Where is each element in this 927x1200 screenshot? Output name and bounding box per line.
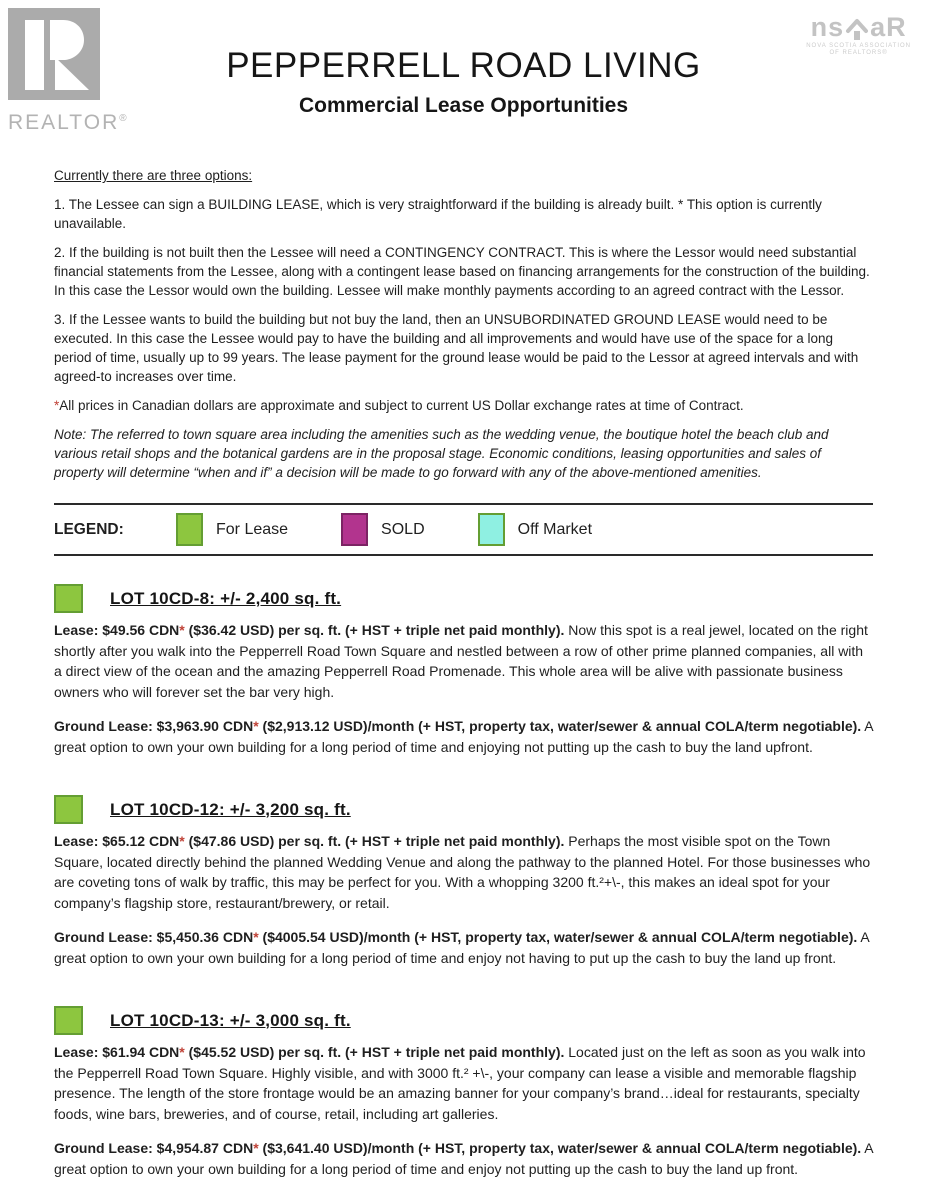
ground-lease-price-text: Ground Lease: $3,963.90 CDN bbox=[54, 718, 254, 734]
price-note-text: All prices in Canadian dollars are approximate and subject to current US Dollar exchange rates at time of Contract. bbox=[59, 398, 744, 413]
lease-price-bold bbox=[54, 833, 564, 849]
page-title: PEPPERRELL ROAD LIVING bbox=[226, 46, 701, 85]
nsar-wordmark bbox=[806, 14, 911, 41]
lease-price-text: Lease: $65.12 CDN bbox=[54, 833, 180, 849]
lease-price-bold bbox=[54, 622, 564, 638]
lease-terms-text: ($47.86 USD) per sq. ft. (+ HST + triple net paid monthly). bbox=[184, 833, 565, 849]
for-lease-swatch-icon bbox=[54, 584, 83, 613]
price-asterisk: * bbox=[253, 929, 259, 945]
realtor-r-icon bbox=[8, 8, 100, 105]
title-block bbox=[0, 0, 927, 118]
nsar-caption-line2: OF REALTORS® bbox=[829, 50, 888, 56]
lease-price-text: Lease: $49.56 CDN bbox=[54, 622, 180, 638]
ground-lease-terms-text: ($2,913.12 USD)/month (+ HST, property tax, water/sewer & annual COLA/term negotiable). bbox=[258, 718, 862, 734]
sold-swatch-icon bbox=[341, 513, 368, 546]
legend-item-label: For Lease bbox=[216, 520, 289, 538]
lease-paragraph bbox=[54, 1042, 873, 1124]
proposal-note-paragraph: Note: The referred to town square area including the amenities such as the wedding venue, the boutique hotel the beach club and various retail shops and the botanical gardens are in the proposal stage. Economic conditions, leasing opportunities and sales of property will determine “when and if” a decision will be made to go forward with any of the above-mentioned amenities. bbox=[54, 427, 829, 480]
price-asterisk: * bbox=[179, 1044, 185, 1060]
lot-header bbox=[54, 1006, 873, 1035]
legend-item-sold bbox=[341, 513, 425, 546]
lot-title: LOT 10CD-8: +/- 2,400 sq. ft. bbox=[110, 588, 342, 608]
ground-lease-paragraph bbox=[54, 716, 873, 757]
lease-paragraph bbox=[54, 620, 873, 702]
lease-terms-text: ($36.42 USD) per sq. ft. (+ HST + triple net paid monthly). bbox=[184, 622, 565, 638]
nsar-caption bbox=[806, 43, 911, 57]
ground-lease-price-bold bbox=[54, 718, 861, 734]
lease-price-text: Lease: $61.94 CDN bbox=[54, 1044, 180, 1060]
price-note-asterisk: * bbox=[54, 398, 60, 413]
ground-lease-paragraph bbox=[54, 927, 873, 968]
price-note-paragraph bbox=[54, 396, 873, 415]
price-asterisk: * bbox=[253, 1140, 259, 1156]
price-asterisk: * bbox=[253, 718, 259, 734]
lease-description: Located just on the left as soon as you walk into the Pepperrell Road Town Square. Highly visible, and with 3000 ft.² +\-, your company can lease a visible and memorable flagship presence. The length of the store frontage would be an amazing banner for your company’s brand…ideal for restaurants, specialty foods, wine bars, breweries, and of course, retail, including art galleries. bbox=[54, 1044, 866, 1122]
legend-item-label: SOLD bbox=[381, 520, 425, 538]
ground-lease-price-bold bbox=[54, 929, 857, 945]
lot-section-10cd-8 bbox=[54, 584, 873, 757]
ground-lease-price-bold bbox=[54, 1140, 861, 1156]
price-asterisk: * bbox=[179, 833, 185, 849]
nsar-text-left: ns bbox=[810, 12, 845, 42]
legend-label: LEGEND: bbox=[54, 520, 124, 538]
lease-description: Perhaps the most visible spot on the Town Square, located directly behind the planned Wedding Venue and along the pathway to the planned Hotel. For those businesses who are coveting tons of walk by traffic, this may be perfect for you. With a whopping 3200 ft.²+\-, this makes an ideal spot for your company’s flagship store, restaurant/brewery, or retail. bbox=[54, 833, 871, 911]
realtor-logo-reg: ® bbox=[119, 113, 129, 124]
legend-item-off-market bbox=[478, 513, 592, 546]
lease-terms-text: ($45.52 USD) per sq. ft. (+ HST + triple net paid monthly). bbox=[184, 1044, 565, 1060]
ground-lease-description: A great option to own your own building for a long period of time and enjoy not putting up the cash to buy the land up front. bbox=[54, 1140, 873, 1177]
for-lease-swatch-icon bbox=[54, 795, 83, 824]
realtor-logo-caption bbox=[8, 111, 129, 135]
ground-lease-terms-text: ($4005.54 USD)/month (+ HST, property tax, water/sewer & annual COLA/term negotiable). bbox=[258, 929, 858, 945]
document-body bbox=[0, 166, 927, 1179]
lot-header bbox=[54, 795, 873, 824]
nsar-caption-line1: NOVA SCOTIA ASSOCIATION bbox=[806, 43, 911, 49]
nsar-house-icon bbox=[845, 17, 869, 41]
lot-section-10cd-12 bbox=[54, 795, 873, 968]
intro-heading: Currently there are three options: bbox=[54, 168, 253, 183]
ground-lease-price-text: Ground Lease: $4,954.87 CDN bbox=[54, 1140, 254, 1156]
option-1-paragraph: 1. The Lessee can sign a BUILDING LEASE, which is very straightforward if the building is already built. * This option is currently unavailable. bbox=[54, 197, 822, 231]
intro-section bbox=[54, 166, 873, 482]
ground-lease-price-text: Ground Lease: $5,450.36 CDN bbox=[54, 929, 254, 945]
legend-bar bbox=[54, 503, 873, 556]
off-market-swatch-icon bbox=[478, 513, 505, 546]
nsar-text-right: aR bbox=[870, 12, 907, 42]
lease-price-bold bbox=[54, 1044, 564, 1060]
ground-lease-description: A great option to own your own building for a long period of time and enjoy not having to put up the cash to buy the land up front. bbox=[54, 929, 869, 966]
legend-item-label: Off Market bbox=[517, 520, 593, 538]
realtor-logo bbox=[8, 8, 129, 135]
ground-lease-terms-text: ($3,641.40 USD)/month (+ HST, property tax, water/sewer & annual COLA/term negotiable). bbox=[258, 1140, 862, 1156]
lot-title: LOT 10CD-13: +/- 3,000 sq. ft. bbox=[110, 1010, 351, 1030]
for-lease-swatch-icon bbox=[54, 1006, 83, 1035]
legend-item-for-lease bbox=[176, 513, 288, 546]
option-2-paragraph: 2. If the building is not built then the Lessee will need a CONTINGENCY CONTRACT. This is where the Lessor would need substantial financial statements from the Lessee, along with a contingent lease based on financing arrangements for the construction of the building. In this case the Lessor would own the building. Lessee will make monthly payments according to an agreed contract with the Lessor. bbox=[54, 245, 870, 298]
option-3-paragraph: 3. If the Lessee wants to build the building but not buy the land, then an UNSUBORDINATED GROUND LEASE would need to be executed. In this case the Lessee would pay to have the building and all improvements and would have use of the space for a long period of time, usually up to 99 years. The lease payment for the ground lease would be paid to the Lessor at agreed intervals and with agreed-to increases over time. bbox=[54, 312, 859, 384]
document-header bbox=[0, 0, 927, 156]
lot-header bbox=[54, 584, 873, 613]
lot-title: LOT 10CD-12: +/- 3,200 sq. ft. bbox=[110, 799, 351, 819]
ground-lease-paragraph bbox=[54, 1138, 873, 1179]
price-asterisk: * bbox=[179, 622, 185, 638]
ground-lease-description: A great option to own your own building for a long period of time and enjoying not putting up the cash to buy the land upfront. bbox=[54, 718, 873, 755]
lease-description: Now this spot is a real jewel, located on the right shortly after you walk into the Pepperrell Road Town Square and nestled between a row of other prime planned companies, all with a direct view of the ocean and the amazing Pepperrell Road Promenade. This whole area will be alive with passionate business owners who will forever set the bar very high. bbox=[54, 622, 868, 700]
lease-paragraph bbox=[54, 831, 873, 913]
page-subtitle: Commercial Lease Opportunities bbox=[298, 94, 629, 117]
nsar-logo bbox=[806, 14, 911, 57]
for-lease-swatch-icon bbox=[176, 513, 203, 546]
lot-section-10cd-13 bbox=[54, 1006, 873, 1179]
realtor-logo-text: REALTOR bbox=[8, 111, 120, 134]
